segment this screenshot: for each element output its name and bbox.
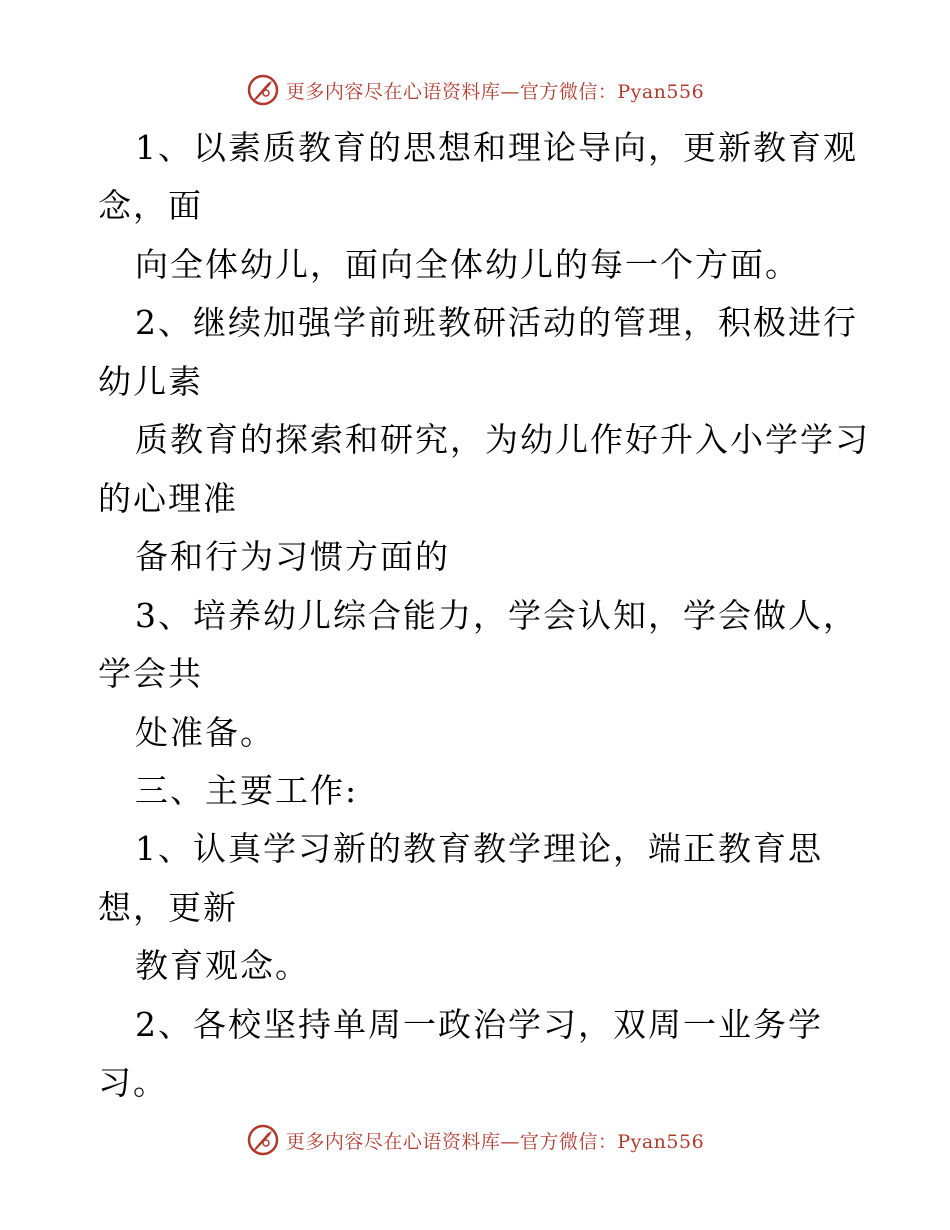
text-line: 3、培养幼儿综合能力，学会认知，学会做人， [135, 596, 858, 635]
text-line: 习。 [98, 1063, 168, 1102]
text-line: 备和行为习惯方面的 [135, 537, 450, 576]
text-line: 1、认真学习新的教育教学理论，端正教育思 [135, 829, 823, 868]
text-line: 2、各校坚持单周一政治学习，双周一业务学 [135, 1005, 823, 1044]
text-line: 念，面 [98, 186, 203, 225]
text-line: 质教育的探索和研究，为幼儿作好升入小学学习 [135, 420, 870, 459]
text-line: 学会共 [98, 654, 203, 693]
footer-banner [0, 1120, 950, 1160]
quill-pen-logo-icon [246, 1123, 280, 1157]
text-line: 处准备。 [135, 713, 275, 752]
text-line: 教育观念。 [135, 946, 310, 985]
text-line: 向全体幼儿，面向全体幼儿的每一个方面。 [135, 245, 800, 284]
footer-banner-text: 更多内容尽在心语资料库—官方微信：Pyan556 [285, 1130, 705, 1153]
text-line: 幼儿素 [98, 362, 203, 401]
section-heading: 三、主要工作: [135, 771, 359, 810]
text-line: 的心理准 [98, 479, 238, 518]
text-line: 想，更新 [98, 888, 238, 927]
header-banner-text: 更多内容尽在心语资料库—官方微信：Pyan556 [285, 80, 705, 103]
text-line: 1、以素质教育的思想和理论导向，更新教育观 [135, 128, 858, 167]
text-line: 2、继续加强学前班教研活动的管理，积极进行 [135, 303, 858, 342]
